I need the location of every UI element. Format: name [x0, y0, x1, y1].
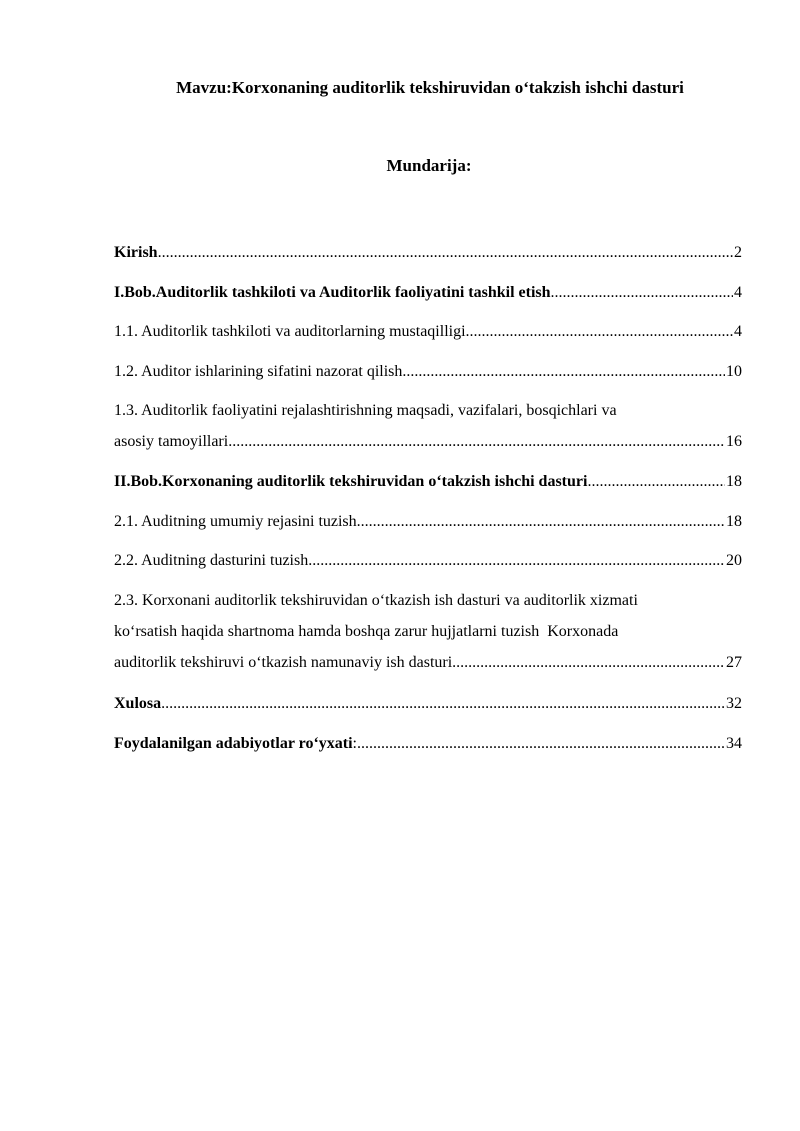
toc-leader-dots — [587, 466, 725, 497]
toc-entry-title: II.Bob.Korxonaning auditorlik tekshiruvidan o‘takzish ishchi dasturi — [114, 473, 588, 490]
toc-entry-title: Xulosa — [114, 695, 162, 712]
toc-page-number: 27 — [726, 654, 742, 671]
toc-leader-dots — [161, 688, 725, 719]
toc-entry-title: 2.2. Auditning dasturini tuzish — [114, 552, 309, 569]
toc-leader-dots — [402, 356, 725, 387]
toc-entry-bibliography — [114, 728, 742, 759]
toc-entry-title: auditorlik tekshiruvi o‘tkazish namunaviy ish dasturi — [114, 654, 453, 671]
toc-page-number: 20 — [726, 552, 742, 569]
toc-page-number: 32 — [726, 695, 742, 712]
toc-page-number: 16 — [726, 433, 742, 450]
toc-entry-section-1-2 — [114, 356, 742, 387]
toc-entry-title: Kirish — [114, 244, 158, 261]
toc-page-number: 4 — [734, 284, 742, 301]
toc-entry-title: 2.1. Auditning umumiy rejasini tuzish — [114, 513, 357, 530]
toc-leader-dots — [357, 506, 725, 537]
toc-entry-title: asosiy tamoyillari — [114, 433, 229, 450]
toc-entry-kirish — [114, 237, 742, 268]
toc-leader-dots — [466, 316, 733, 347]
document-title: Mavzu:Korxonaning auditorlik tekshiruvidan o‘takzish ishchi dasturi — [176, 78, 684, 97]
toc-heading: Mundarija: — [386, 156, 472, 175]
toc-page-number: 18 — [726, 473, 742, 490]
toc-leader-dots — [308, 545, 725, 576]
toc-leader-dots — [452, 647, 725, 678]
toc-page-number: 18 — [726, 513, 742, 530]
toc-entry-title-line: 1.3. Auditorlik faoliyatini rejalashtirishning maqsadi, vazifalari, bosqichlari va — [114, 402, 617, 419]
toc-leader-dots — [357, 728, 725, 759]
toc-entry-title: 1.2. Auditor ishlarining sifatini nazorat qilish — [114, 363, 403, 380]
toc-entry-chapter-2 — [114, 466, 742, 497]
toc-page-number: 34 — [726, 735, 742, 752]
toc-entry-title: Foydalanilgan adabiyotlar ro‘yxati — [114, 735, 353, 752]
toc-entry-section-2-3 — [114, 585, 742, 678]
toc-entry-title-line: 2.3. Korxonani auditorlik tekshiruvidan o‘tkazish ish dasturi va auditorlik xizmati — [114, 592, 638, 609]
toc-page-number: 2 — [734, 244, 742, 261]
toc-entry-section-1-3 — [114, 395, 742, 457]
toc-leader-dots — [228, 426, 725, 457]
toc-entry-section-2-1 — [114, 506, 742, 537]
toc-entry-section-1-1 — [114, 316, 742, 347]
toc-page-number: 10 — [726, 363, 742, 380]
toc-entry-section-2-2 — [114, 545, 742, 576]
toc-leader-dots — [551, 277, 733, 308]
toc-entry-chapter-1 — [114, 277, 742, 308]
toc-entry-title: 1.1. Auditorlik tashkiloti va auditorlarning mustaqilligi — [114, 323, 466, 340]
toc-entry-title: I.Bob.Auditorlik tashkiloti va Auditorlik faoliyatini tashkil etish — [114, 284, 551, 301]
toc-page-number: 4 — [734, 323, 742, 340]
toc-entry-xulosa — [114, 688, 742, 719]
toc-entry-title-line: ko‘rsatish haqida shartnoma hamda boshqa zarur hujjatlarni tuzish Korxonada — [114, 623, 619, 640]
toc-leader-dots — [158, 237, 733, 268]
toc-entry-title-suffix: : — [352, 735, 357, 752]
